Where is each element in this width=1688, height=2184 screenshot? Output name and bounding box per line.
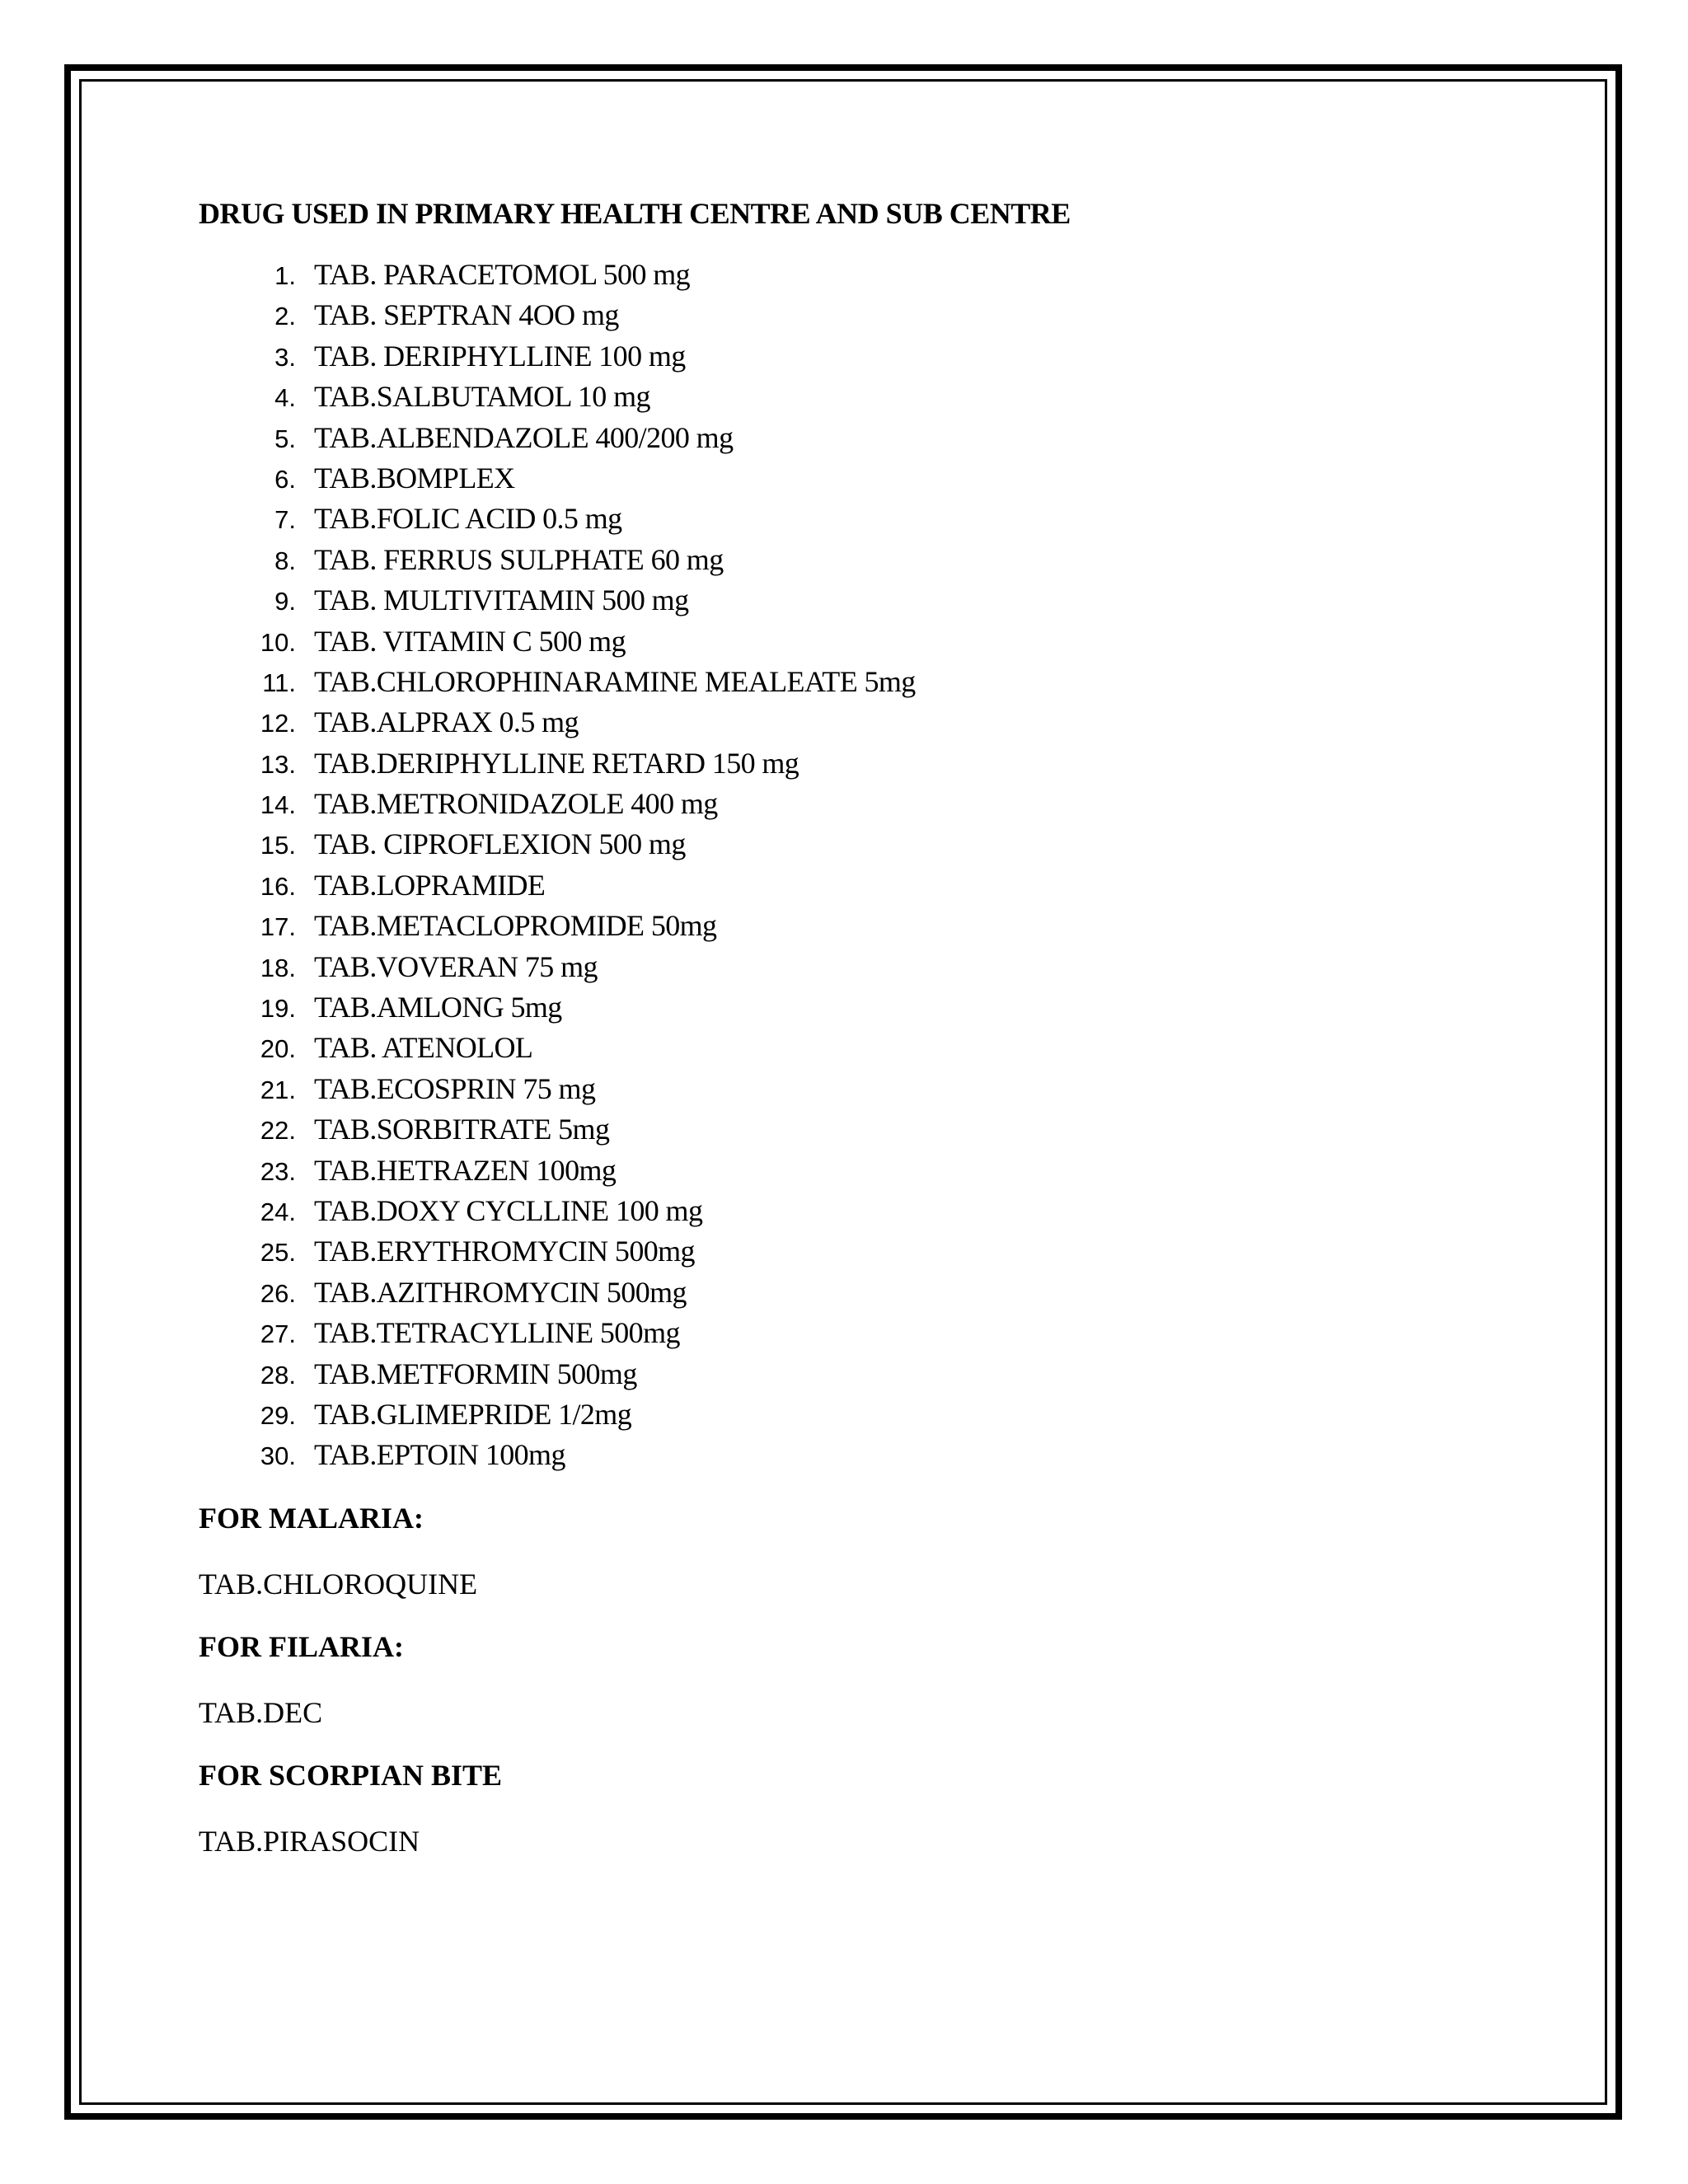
drug-name: TAB.EPTOIN 100mg xyxy=(314,1438,565,1472)
drug-list-item xyxy=(199,1354,1517,1394)
drug-number: 30. xyxy=(260,1441,296,1471)
drug-name: TAB.ALPRAX 0.5 mg xyxy=(314,705,579,739)
drug-name: TAB.VOVERAN 75 mg xyxy=(314,949,598,983)
drug-number: 17. xyxy=(260,912,296,942)
drug-name: TAB.HETRAZEN 100mg xyxy=(314,1153,617,1187)
document-body xyxy=(199,193,1517,1862)
drug-number: 13. xyxy=(260,749,296,779)
drug-list-item xyxy=(199,987,1517,1028)
drug-name: TAB. CIPROFLEXION 500 mg xyxy=(314,827,686,861)
drug-number: 2. xyxy=(274,302,296,331)
drug-name: TAB.TETRACYLLINE 500mg xyxy=(314,1316,680,1350)
drug-list-item xyxy=(199,540,1517,580)
drug-list-item xyxy=(199,947,1517,987)
drug-name: TAB. MULTIVITAMIN 500 mg xyxy=(314,583,689,617)
drug-number: 11. xyxy=(262,668,296,697)
drug-number: 18. xyxy=(260,953,296,982)
drug-name: TAB.ECOSPRIN 75 mg xyxy=(314,1071,596,1105)
drug-number: 3. xyxy=(274,342,296,372)
drug-number: 20. xyxy=(260,1034,296,1064)
drug-number: 1. xyxy=(274,261,296,290)
drug-list-item xyxy=(199,580,1517,621)
drug-list-item xyxy=(199,295,1517,335)
drug-list-item xyxy=(199,1151,1517,1191)
drug-list-item xyxy=(199,255,1517,295)
drug-list-item xyxy=(199,1231,1517,1272)
drug-list-item xyxy=(199,1272,1517,1313)
drug-number: 8. xyxy=(274,546,296,575)
drug-number: 14. xyxy=(260,790,296,820)
drug-number: 5. xyxy=(274,424,296,453)
drug-list-item xyxy=(199,418,1517,458)
drug-name: TAB.CHLOROPHINARAMINE MEALEATE 5mg xyxy=(314,664,916,698)
drug-name: TAB. PARACETOMOL 500 mg xyxy=(314,258,691,291)
drug-number: 7. xyxy=(274,505,296,535)
drug-list-item xyxy=(199,621,1517,662)
section-drug: TAB.CHLOROQUINE xyxy=(199,1567,478,1601)
drug-list-item xyxy=(199,1069,1517,1109)
drug-name: TAB.AMLONG 5mg xyxy=(314,991,562,1024)
drug-name: TAB.METFORMIN 500mg xyxy=(314,1357,637,1390)
drug-list-item xyxy=(199,702,1517,743)
drug-name: TAB. VITAMIN C 500 mg xyxy=(314,624,626,658)
drug-name: TAB. SEPTRAN 4OO mg xyxy=(314,298,619,332)
drug-list-item xyxy=(199,1109,1517,1150)
drug-list-item xyxy=(199,458,1517,499)
drug-list-item xyxy=(199,906,1517,946)
drug-number: 12. xyxy=(260,709,296,738)
condition-section xyxy=(199,1626,1517,1733)
drug-name: TAB.SALBUTAMOL 10 mg xyxy=(314,380,650,414)
drug-number: 4. xyxy=(274,383,296,413)
drug-number: 22. xyxy=(260,1116,296,1146)
condition-sections xyxy=(199,1497,1517,1862)
section-heading: FOR FILARIA: xyxy=(199,1629,404,1663)
drug-number: 24. xyxy=(260,1197,296,1226)
drug-number: 26. xyxy=(260,1278,296,1308)
document-title: DRUG USED IN PRIMARY HEALTH CENTRE AND SUB CENTRE xyxy=(199,197,1071,230)
drug-number: 25. xyxy=(260,1238,296,1268)
drug-list-item xyxy=(199,824,1517,865)
drug-list-item xyxy=(199,662,1517,702)
drug-list-item xyxy=(199,499,1517,539)
drug-number: 27. xyxy=(260,1319,296,1349)
drug-number: 19. xyxy=(260,994,296,1024)
drug-name: TAB. FERRUS SULPHATE 60 mg xyxy=(314,542,724,576)
drug-list xyxy=(199,255,1517,1476)
section-drug: TAB.PIRASOCIN xyxy=(199,1824,420,1858)
drug-list-item xyxy=(199,865,1517,906)
drug-name: TAB.METRONIDAZOLE 400 mg xyxy=(314,787,718,821)
drug-name: TAB.DERIPHYLLINE RETARD 150 mg xyxy=(314,746,799,780)
drug-name: TAB.BOMPLEX xyxy=(314,461,515,494)
drug-name: TAB.DOXY CYCLLINE 100 mg xyxy=(314,1193,703,1227)
drug-number: 6. xyxy=(274,464,296,494)
condition-section xyxy=(199,1755,1517,1862)
drug-list-item xyxy=(199,1435,1517,1475)
drug-name: TAB.SORBITRATE 5mg xyxy=(314,1113,610,1146)
drug-number: 29. xyxy=(260,1400,296,1430)
drug-name: TAB. ATENOLOL xyxy=(314,1031,533,1065)
drug-list-item xyxy=(199,784,1517,824)
drug-number: 21. xyxy=(260,1075,296,1104)
drug-number: 16. xyxy=(260,871,296,901)
drug-list-item xyxy=(199,1191,1517,1231)
condition-section xyxy=(199,1497,1517,1605)
drug-number: 9. xyxy=(274,587,296,616)
section-heading: FOR MALARIA: xyxy=(199,1501,424,1535)
drug-name: TAB.METACLOPROMIDE 50mg xyxy=(314,909,717,943)
drug-number: 10. xyxy=(260,627,296,657)
drug-name: TAB.GLIMEPRIDE 1/2mg xyxy=(314,1397,632,1431)
drug-name: TAB.FOLIC ACID 0.5 mg xyxy=(314,502,622,536)
drug-number: 15. xyxy=(260,831,296,860)
drug-name: TAB.ERYTHROMYCIN 500mg xyxy=(314,1235,695,1268)
section-heading: FOR SCORPIAN BITE xyxy=(199,1758,503,1792)
drug-number: 23. xyxy=(260,1156,296,1186)
section-drug: TAB.DEC xyxy=(199,1695,323,1729)
drug-list-item xyxy=(199,1313,1517,1353)
drug-list-item xyxy=(199,743,1517,784)
drug-list-item xyxy=(199,377,1517,417)
drug-list-item xyxy=(199,1028,1517,1068)
drug-list-item xyxy=(199,1394,1517,1435)
drug-name: TAB.AZITHROMYCIN 500mg xyxy=(314,1275,687,1309)
drug-name: TAB. DERIPHYLLINE 100 mg xyxy=(314,339,686,373)
drug-name: TAB.LOPRAMIDE xyxy=(314,868,546,902)
drug-name: TAB.ALBENDAZOLE 400/200 mg xyxy=(314,420,734,454)
drug-list-item xyxy=(199,336,1517,377)
drug-number: 28. xyxy=(260,1360,296,1390)
